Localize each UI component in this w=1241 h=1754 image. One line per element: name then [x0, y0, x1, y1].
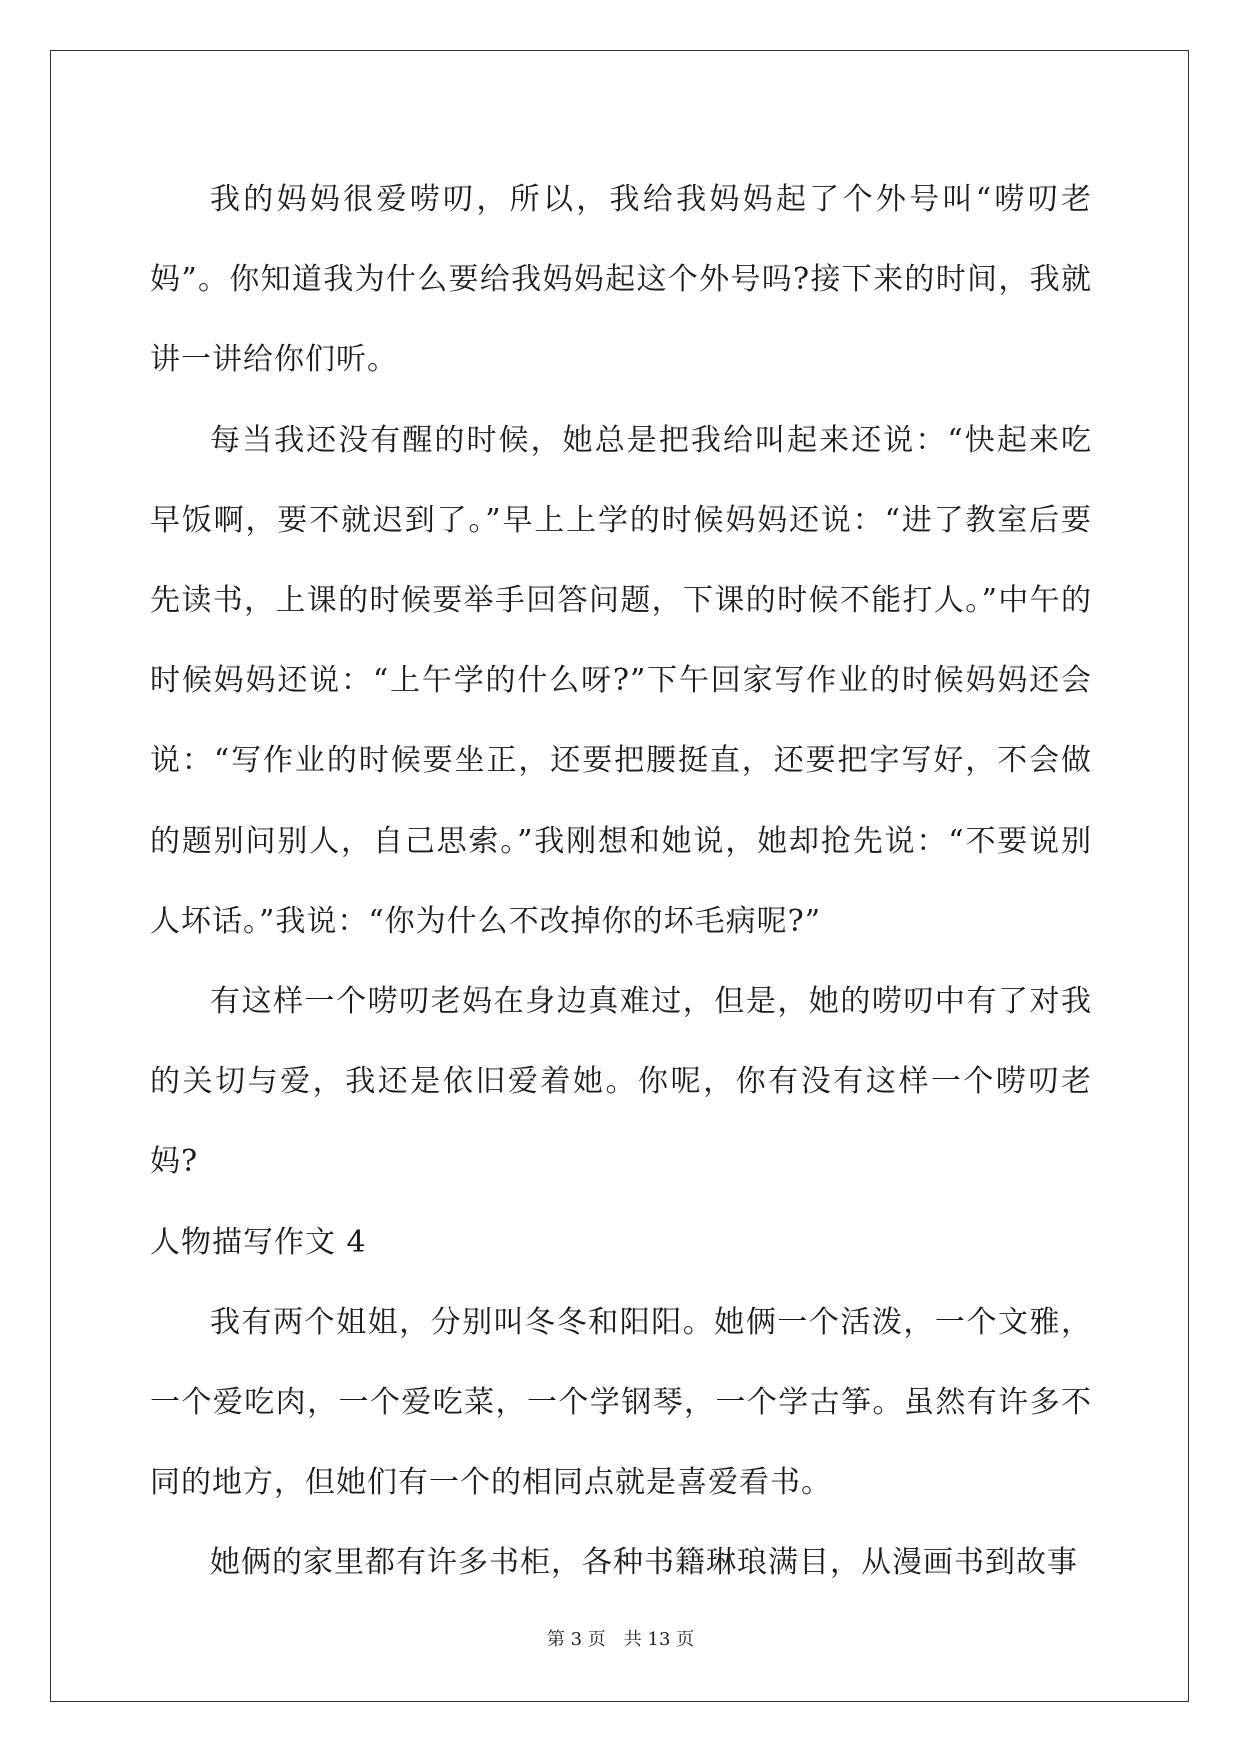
- paragraph-5: 她俩的家里都有许多书柜，各种书籍琳琅满目，从漫画书到故事: [210, 1545, 1078, 1581]
- paragraph-2: 每当我还没有醒的时候，她总是把我给叫起来还说：“快起来吃早饭啊，要不就迟到了。”早上上学的时候妈妈还说：“进了教室后要先读书，上课的时候要举手回答问题，下课的时候不能打人。”中午的时候妈妈还说：“上午学的什么呀?”下午回家写作业的时候妈妈还会说：“写作业的时候要坐正，还要把腰挺直，还要把字写好，不会做的题别问别人，自己思索。”我刚想和她说，她却抢先说：“不要说别人坏话。”我说：“你为什么不改掉你的坏毛病呢?”: [150, 422, 1092, 939]
- section-heading: 人物描写作文 4: [150, 1224, 367, 1260]
- page-footer: [0, 1625, 1241, 1651]
- document-body: [150, 160, 1092, 1604]
- paragraph-4: 我有两个姐姐，分别叫冬冬和阳阳。她俩一个活泼，一个文雅，一个爱吃肉，一个爱吃菜，一个学钢琴，一个学古筝。虽然有许多不同的地方，但她们有一个的相同点就是喜爱看书。: [150, 1304, 1092, 1501]
- paragraph-1: 我的妈妈很爱唠叨，所以，我给我妈妈起了个外号叫“唠叨老妈”。你知道我为什么要给我妈妈起这个外号吗?接下来的时间，我就讲一讲给你们听。: [150, 182, 1092, 378]
- page-number-current: 第 3 页: [546, 1629, 606, 1650]
- page-number-total: 共 13 页: [623, 1629, 695, 1650]
- paragraph-3: 有这样一个唠叨老妈在身边真难过，但是，她的唠叨中有了对我的关切与爱，我还是依旧爱着她。你呢，你有没有这样一个唠叨老妈?: [150, 984, 1092, 1180]
